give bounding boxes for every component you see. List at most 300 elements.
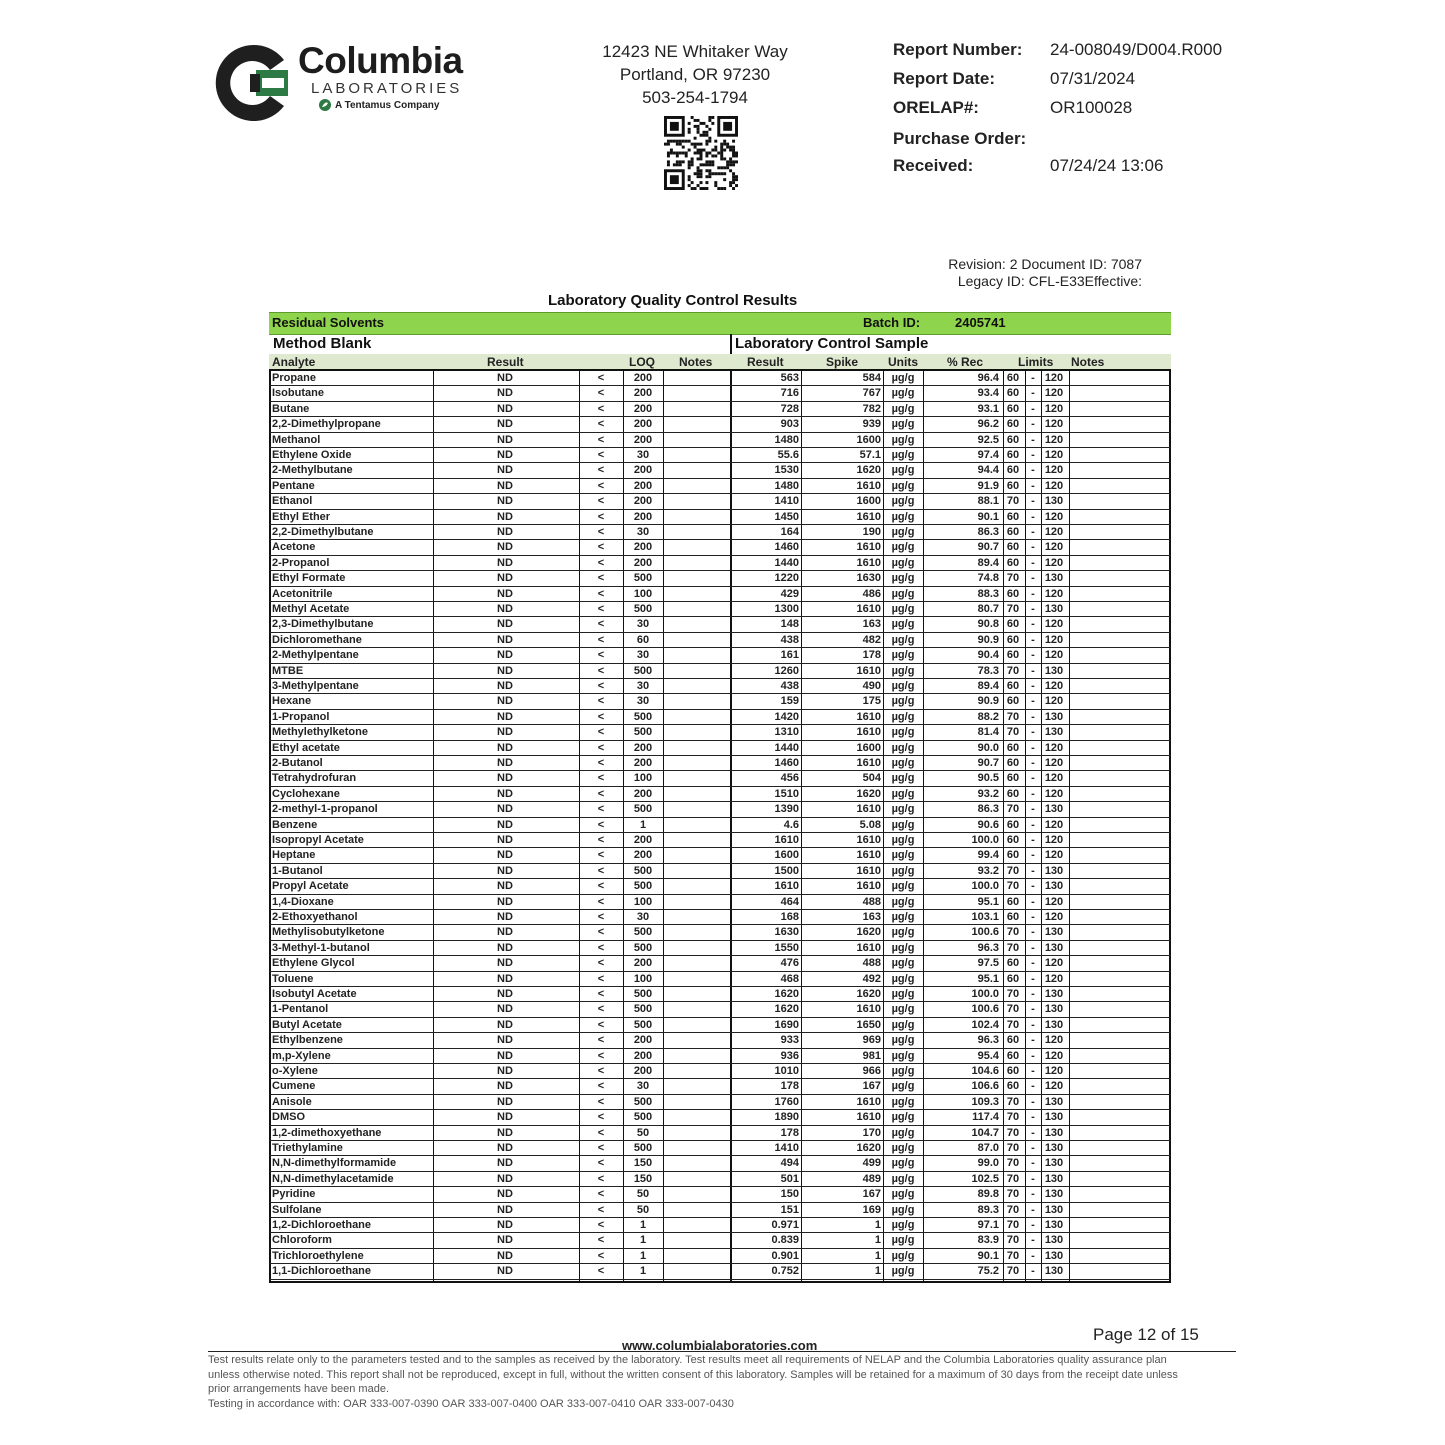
cell-percent-rec: 102.5 bbox=[971, 1172, 999, 1185]
cell-percent-rec: 93.2 bbox=[977, 787, 999, 800]
cell-mb-result: ND bbox=[497, 372, 513, 384]
cell-analyte: DMSO bbox=[272, 1111, 305, 1124]
cell-spike: 1610 bbox=[856, 710, 881, 723]
cell-lcs-result: 0.752 bbox=[771, 1265, 799, 1278]
qc-results-title: Laboratory Quality Control Results bbox=[548, 292, 798, 309]
cell-units: µg/g bbox=[891, 741, 915, 754]
cell-limit-dash: - bbox=[1031, 464, 1035, 477]
cell-limit-low: 60 bbox=[1006, 402, 1020, 415]
lab-address bbox=[560, 40, 830, 109]
cell-limit-low: 60 bbox=[1006, 433, 1020, 446]
cell-limit-dash: - bbox=[1031, 618, 1035, 631]
table-row bbox=[269, 972, 1171, 987]
cell-loq: 1 bbox=[639, 1249, 647, 1262]
cell-mb-result: ND bbox=[497, 710, 513, 723]
cell-limit-high: 120 bbox=[1044, 695, 1064, 708]
cell-spike: 488 bbox=[862, 957, 881, 970]
cell-lcs-result: 468 bbox=[780, 972, 799, 985]
cell-lt-sign: < bbox=[597, 1203, 605, 1216]
cell-limit-high: 130 bbox=[1044, 1111, 1064, 1124]
cell-lt-sign: < bbox=[597, 911, 605, 923]
cell-limit-dash: - bbox=[1031, 741, 1035, 754]
col-lcs-notes: Notes bbox=[1071, 355, 1105, 369]
cell-lcs-result: 1530 bbox=[774, 464, 799, 477]
cell-mb-result: ND bbox=[497, 926, 513, 939]
cell-mb-result: ND bbox=[497, 1049, 513, 1062]
cell-loq: 200 bbox=[633, 757, 653, 769]
cell-lt-sign: < bbox=[597, 618, 605, 631]
cell-loq: 50 bbox=[636, 1126, 650, 1139]
cell-limit-low: 60 bbox=[1006, 633, 1020, 646]
cell-units: µg/g bbox=[891, 387, 915, 400]
cell-spike: 167 bbox=[862, 1080, 881, 1093]
cell-limit-low: 60 bbox=[1006, 680, 1020, 692]
cell-percent-rec: 92.5 bbox=[977, 433, 999, 446]
table-row bbox=[269, 741, 1171, 756]
cell-analyte: 3-Methyl-1-butanol bbox=[272, 941, 370, 954]
table-row bbox=[269, 1172, 1171, 1187]
cell-lcs-result: 429 bbox=[780, 587, 799, 600]
cell-lt-sign: < bbox=[597, 880, 605, 893]
cell-percent-rec: 96.2 bbox=[977, 418, 999, 431]
table-row bbox=[269, 540, 1171, 555]
report-number-value: 24-008049/D004.R000 bbox=[1050, 40, 1223, 59]
cell-loq: 200 bbox=[633, 479, 653, 492]
cell-limit-dash: - bbox=[1031, 433, 1035, 446]
cell-mb-result: ND bbox=[497, 387, 513, 400]
table-row bbox=[269, 956, 1171, 971]
report-date-label: Report Date: bbox=[893, 69, 996, 88]
cell-lt-sign: < bbox=[597, 1034, 605, 1047]
cell-spike: 1610 bbox=[856, 880, 881, 893]
website-link[interactable]: www.columbialaboratories.com bbox=[622, 1338, 818, 1353]
cell-lcs-result: 933 bbox=[780, 1034, 799, 1047]
cell-percent-rec: 88.3 bbox=[977, 587, 999, 600]
cell-loq: 200 bbox=[633, 464, 653, 477]
cell-mb-result: ND bbox=[497, 541, 513, 554]
cell-limit-high: 120 bbox=[1044, 526, 1064, 538]
cell-analyte: 2,3-Dimethylbutane bbox=[272, 618, 374, 631]
table-row bbox=[269, 1079, 1171, 1094]
cell-lt-sign: < bbox=[597, 972, 605, 985]
cell-spike: 482 bbox=[862, 633, 881, 646]
cell-analyte: Cumene bbox=[272, 1080, 316, 1093]
cell-lt-sign: < bbox=[597, 1065, 605, 1077]
cell-spike: 57.1 bbox=[859, 449, 881, 461]
cell-limit-dash: - bbox=[1031, 1249, 1035, 1262]
cell-spike: 1 bbox=[874, 1234, 881, 1247]
cell-units: µg/g bbox=[891, 695, 915, 708]
cell-lt-sign: < bbox=[597, 710, 605, 723]
cell-limit-high: 130 bbox=[1044, 1003, 1064, 1016]
cell-limit-low: 70 bbox=[1006, 926, 1020, 939]
cell-spike: 486 bbox=[862, 587, 881, 600]
cell-limit-dash: - bbox=[1031, 1126, 1035, 1139]
cell-mb-result: ND bbox=[497, 772, 513, 785]
cell-units: µg/g bbox=[891, 618, 915, 631]
cell-lcs-result: 1600 bbox=[774, 849, 799, 862]
cell-limit-high: 120 bbox=[1044, 911, 1064, 923]
cell-units: µg/g bbox=[891, 710, 915, 723]
table-row bbox=[269, 587, 1171, 602]
cell-limit-low: 60 bbox=[1006, 1049, 1020, 1062]
cell-analyte: Ethanol bbox=[272, 495, 313, 508]
cell-loq: 200 bbox=[633, 787, 653, 800]
cell-analyte: Benzene bbox=[272, 818, 318, 831]
cell-units: µg/g bbox=[891, 895, 915, 908]
cell-limit-low: 70 bbox=[1006, 664, 1020, 677]
cell-limit-dash: - bbox=[1031, 710, 1035, 723]
cell-loq: 200 bbox=[633, 510, 653, 523]
cell-limit-high: 120 bbox=[1044, 972, 1064, 985]
cell-percent-rec: 94.4 bbox=[977, 464, 999, 477]
cell-mb-result: ND bbox=[497, 741, 513, 754]
cell-loq: 150 bbox=[633, 1172, 653, 1185]
cell-analyte: MTBE bbox=[272, 664, 304, 677]
cell-analyte: Ethylene Oxide bbox=[272, 449, 352, 461]
cell-mb-result: ND bbox=[497, 941, 513, 954]
col-result: Result bbox=[487, 355, 524, 369]
cell-loq: 200 bbox=[633, 418, 653, 431]
cell-lt-sign: < bbox=[597, 1249, 605, 1262]
cell-lt-sign: < bbox=[597, 1219, 605, 1231]
cell-lt-sign: < bbox=[597, 1265, 605, 1278]
cell-limit-dash: - bbox=[1031, 1234, 1035, 1247]
cell-mb-result: ND bbox=[497, 633, 513, 646]
table-row bbox=[269, 1126, 1171, 1141]
report-date-value: 07/31/2024 bbox=[1050, 69, 1136, 88]
cell-lt-sign: < bbox=[597, 680, 605, 692]
cell-lt-sign: < bbox=[597, 757, 605, 769]
cell-mb-result: ND bbox=[497, 1172, 513, 1185]
cell-spike: 190 bbox=[862, 526, 881, 538]
cell-analyte: Pyridine bbox=[272, 1188, 316, 1201]
col-analyte: Analyte bbox=[272, 355, 316, 369]
cell-spike: 1620 bbox=[856, 926, 881, 939]
cell-limit-low: 60 bbox=[1006, 510, 1020, 523]
cell-mb-result: ND bbox=[497, 1095, 513, 1108]
cell-limit-low: 70 bbox=[1006, 941, 1020, 954]
cell-percent-rec: 91.9 bbox=[977, 479, 999, 492]
cell-percent-rec: 88.2 bbox=[977, 710, 999, 723]
cell-limit-dash: - bbox=[1031, 649, 1035, 662]
address-city: Portland, OR 97230 bbox=[619, 65, 771, 84]
table-row bbox=[269, 617, 1171, 632]
cell-limit-low: 60 bbox=[1006, 649, 1020, 662]
table-row bbox=[269, 510, 1171, 525]
cell-loq: 500 bbox=[633, 572, 653, 585]
cell-limit-low: 60 bbox=[1006, 957, 1020, 970]
cell-limit-dash: - bbox=[1031, 587, 1035, 600]
cell-units: µg/g bbox=[891, 880, 915, 893]
cell-units: µg/g bbox=[891, 587, 915, 600]
cell-spike: 490 bbox=[862, 680, 881, 692]
cell-limit-dash: - bbox=[1031, 1003, 1035, 1016]
cell-limit-high: 120 bbox=[1044, 387, 1064, 400]
cell-lcs-result: 1300 bbox=[774, 603, 799, 615]
cell-mb-result: ND bbox=[497, 680, 513, 692]
revision-info bbox=[880, 256, 1142, 290]
cell-spike: 782 bbox=[862, 402, 881, 415]
cell-lcs-result: 1620 bbox=[774, 988, 799, 1000]
cell-analyte: 1,4-Dioxane bbox=[272, 895, 334, 908]
cell-units: µg/g bbox=[891, 649, 915, 662]
cell-units: µg/g bbox=[891, 541, 915, 554]
cell-limit-high: 120 bbox=[1044, 587, 1064, 600]
cell-lcs-result: 148 bbox=[780, 618, 799, 631]
cell-percent-rec: 100.6 bbox=[971, 926, 999, 939]
cell-lcs-result: 0.839 bbox=[771, 1234, 799, 1247]
cell-limit-high: 120 bbox=[1044, 1080, 1064, 1093]
cell-loq: 50 bbox=[636, 1203, 650, 1216]
cell-limit-high: 130 bbox=[1044, 572, 1064, 585]
cell-limit-high: 120 bbox=[1044, 757, 1064, 769]
cell-lcs-result: 903 bbox=[780, 418, 799, 431]
cell-limit-high: 120 bbox=[1044, 479, 1064, 492]
cell-percent-rec: 93.4 bbox=[977, 387, 999, 400]
cell-limit-dash: - bbox=[1031, 418, 1035, 431]
cell-spike: 1610 bbox=[856, 603, 881, 615]
qr-code bbox=[664, 116, 738, 195]
cell-limit-low: 70 bbox=[1006, 803, 1020, 816]
cell-limit-high: 130 bbox=[1044, 988, 1064, 1000]
cell-limit-dash: - bbox=[1031, 510, 1035, 523]
cell-units: µg/g bbox=[891, 864, 915, 877]
table-row bbox=[269, 479, 1171, 494]
purchase-order-label: Purchase Order: bbox=[893, 129, 1027, 148]
cell-loq: 30 bbox=[636, 618, 650, 631]
cell-lcs-result: 1760 bbox=[774, 1095, 799, 1108]
cell-percent-rec: 90.1 bbox=[977, 510, 999, 523]
cell-loq: 500 bbox=[633, 664, 653, 677]
cell-analyte: Pentane bbox=[272, 479, 315, 492]
cell-limit-dash: - bbox=[1031, 926, 1035, 939]
cell-units: µg/g bbox=[891, 972, 915, 985]
cell-mb-result: ND bbox=[497, 803, 513, 816]
table-row bbox=[269, 1095, 1171, 1110]
cell-limit-dash: - bbox=[1031, 495, 1035, 508]
cell-units: µg/g bbox=[891, 957, 915, 970]
cell-lcs-result: 1220 bbox=[774, 572, 799, 585]
cell-limit-low: 70 bbox=[1006, 880, 1020, 893]
cell-limit-dash: - bbox=[1031, 1095, 1035, 1108]
cell-loq: 30 bbox=[636, 449, 650, 461]
columbia-logo-icon bbox=[210, 40, 296, 126]
cell-limit-low: 60 bbox=[1006, 387, 1020, 400]
cell-limit-low: 60 bbox=[1006, 618, 1020, 631]
cell-lt-sign: < bbox=[597, 1095, 605, 1108]
cell-mb-result: ND bbox=[497, 1003, 513, 1016]
cell-percent-rec: 88.1 bbox=[977, 495, 999, 508]
cell-lt-sign: < bbox=[597, 479, 605, 492]
cell-limit-high: 130 bbox=[1044, 803, 1064, 816]
cell-mb-result: ND bbox=[497, 757, 513, 769]
cell-units: µg/g bbox=[891, 680, 915, 692]
cell-lt-sign: < bbox=[597, 664, 605, 677]
cell-analyte: Anisole bbox=[272, 1095, 312, 1108]
cell-lcs-result: 501 bbox=[780, 1172, 799, 1185]
cell-mb-result: ND bbox=[497, 695, 513, 708]
cell-units: µg/g bbox=[891, 433, 915, 446]
cell-limit-high: 130 bbox=[1044, 864, 1064, 877]
cell-loq: 30 bbox=[636, 695, 650, 708]
cell-mb-result: ND bbox=[497, 495, 513, 508]
cell-units: µg/g bbox=[891, 818, 915, 831]
cell-lt-sign: < bbox=[597, 633, 605, 646]
cell-limit-low: 70 bbox=[1006, 1126, 1020, 1139]
cell-mb-result: ND bbox=[497, 418, 513, 431]
cell-limit-dash: - bbox=[1031, 834, 1035, 846]
cell-limit-high: 120 bbox=[1044, 849, 1064, 862]
cell-analyte: Acetone bbox=[272, 541, 316, 554]
cell-analyte: Triethylamine bbox=[272, 1142, 343, 1154]
cell-limit-high: 130 bbox=[1044, 664, 1064, 677]
cell-loq: 200 bbox=[633, 741, 653, 754]
cell-loq: 500 bbox=[633, 926, 653, 939]
cell-limit-low: 60 bbox=[1006, 587, 1020, 600]
table-row bbox=[269, 556, 1171, 571]
cell-units: µg/g bbox=[891, 510, 915, 523]
cell-limit-high: 130 bbox=[1044, 1234, 1064, 1247]
cell-lcs-result: 464 bbox=[780, 895, 799, 908]
cell-units: µg/g bbox=[891, 1142, 915, 1154]
cell-limit-high: 130 bbox=[1044, 1203, 1064, 1216]
cell-lcs-result: 438 bbox=[780, 633, 799, 646]
cell-analyte: o-Xylene bbox=[272, 1065, 318, 1077]
cell-analyte: Butane bbox=[272, 402, 310, 415]
cell-lt-sign: < bbox=[597, 1111, 605, 1124]
table-row bbox=[269, 864, 1171, 879]
cell-limit-low: 60 bbox=[1006, 556, 1020, 569]
cell-lcs-result: 1610 bbox=[774, 834, 799, 846]
cell-limit-low: 60 bbox=[1006, 834, 1020, 846]
table-row bbox=[269, 371, 1171, 386]
cell-spike: 1 bbox=[874, 1249, 881, 1262]
cell-percent-rec: 87.0 bbox=[977, 1142, 999, 1154]
cell-limit-low: 60 bbox=[1006, 818, 1020, 831]
cell-units: µg/g bbox=[891, 1018, 915, 1031]
cell-units: µg/g bbox=[891, 1111, 915, 1124]
cell-mb-result: ND bbox=[497, 402, 513, 415]
disclaimer-line: Testing in accordance with: OAR 333-007-0390 OAR 333-007-0400 OAR 333-007-0410 OAR 333-007-0430 bbox=[208, 1397, 734, 1410]
cell-limit-high: 130 bbox=[1044, 926, 1064, 939]
cell-percent-rec: 90.7 bbox=[977, 757, 999, 769]
cell-spike: 1610 bbox=[856, 541, 881, 554]
cell-limit-low: 60 bbox=[1006, 741, 1020, 754]
cell-limit-low: 70 bbox=[1006, 1095, 1020, 1108]
cell-analyte: Chloroform bbox=[272, 1234, 332, 1247]
cell-spike: 1610 bbox=[856, 849, 881, 862]
cell-lcs-result: 0.971 bbox=[771, 1219, 799, 1231]
cell-spike: 169 bbox=[862, 1203, 881, 1216]
cell-limit-high: 120 bbox=[1044, 433, 1064, 446]
cell-lt-sign: < bbox=[597, 787, 605, 800]
cell-lcs-result: 55.6 bbox=[777, 449, 799, 461]
cell-loq: 30 bbox=[636, 680, 650, 692]
cell-limit-high: 120 bbox=[1044, 449, 1064, 461]
cell-loq: 500 bbox=[633, 941, 653, 954]
cell-mb-result: ND bbox=[497, 834, 513, 846]
cell-lcs-result: 936 bbox=[780, 1049, 799, 1062]
table-row bbox=[269, 1264, 1171, 1279]
cell-lt-sign: < bbox=[597, 402, 605, 415]
cell-percent-rec: 90.0 bbox=[977, 741, 999, 754]
cell-spike: 966 bbox=[862, 1065, 881, 1077]
cell-mb-result: ND bbox=[497, 1080, 513, 1093]
cell-units: µg/g bbox=[891, 1203, 915, 1216]
table-row bbox=[269, 818, 1171, 833]
table-row bbox=[269, 1233, 1171, 1248]
cell-units: µg/g bbox=[891, 1003, 915, 1016]
cell-percent-rec: 93.1 bbox=[977, 402, 999, 415]
cell-analyte: Ethyl Formate bbox=[272, 572, 346, 585]
cell-percent-rec: 96.3 bbox=[977, 1034, 999, 1047]
cell-limit-low: 60 bbox=[1006, 464, 1020, 477]
cell-lcs-result: 1310 bbox=[774, 726, 799, 739]
cell-lcs-result: 438 bbox=[780, 680, 799, 692]
cell-limit-low: 60 bbox=[1006, 895, 1020, 908]
cell-limit-high: 130 bbox=[1044, 1265, 1064, 1278]
cell-mb-result: ND bbox=[497, 1219, 513, 1231]
cell-limit-low: 60 bbox=[1006, 1080, 1020, 1093]
cell-lt-sign: < bbox=[597, 957, 605, 970]
cell-mb-result: ND bbox=[497, 1142, 513, 1154]
cell-lt-sign: < bbox=[597, 372, 605, 384]
cell-lt-sign: < bbox=[597, 510, 605, 523]
cell-limit-dash: - bbox=[1031, 957, 1035, 970]
cell-analyte: 1,1-Dichloroethane bbox=[272, 1265, 372, 1278]
cell-limit-low: 60 bbox=[1006, 372, 1020, 384]
table-row bbox=[269, 1156, 1171, 1171]
cell-limit-dash: - bbox=[1031, 757, 1035, 769]
cell-loq: 60 bbox=[636, 633, 650, 646]
cell-analyte: 1,2-Dichloroethane bbox=[272, 1219, 372, 1231]
cell-spike: 767 bbox=[862, 387, 881, 400]
cell-units: µg/g bbox=[891, 726, 915, 739]
cell-analyte: Sulfolane bbox=[272, 1203, 322, 1216]
cell-mb-result: ND bbox=[497, 818, 513, 831]
cell-lt-sign: < bbox=[597, 495, 605, 508]
cell-spike: 584 bbox=[862, 372, 881, 384]
cell-loq: 200 bbox=[633, 1065, 653, 1077]
cell-spike: 504 bbox=[862, 772, 881, 785]
cell-lt-sign: < bbox=[597, 1018, 605, 1031]
cell-lcs-result: 716 bbox=[780, 387, 799, 400]
cell-limit-dash: - bbox=[1031, 526, 1035, 538]
cell-lcs-result: 164 bbox=[780, 526, 799, 538]
cell-loq: 500 bbox=[633, 880, 653, 893]
cell-loq: 200 bbox=[633, 433, 653, 446]
cell-analyte: Methyl Acetate bbox=[272, 603, 350, 615]
cell-percent-rec: 96.4 bbox=[977, 372, 999, 384]
cell-limit-dash: - bbox=[1031, 726, 1035, 739]
cell-mb-result: ND bbox=[497, 880, 513, 893]
qc-table bbox=[269, 312, 1171, 1284]
cell-mb-result: ND bbox=[497, 988, 513, 1000]
table-row bbox=[269, 648, 1171, 663]
cell-limit-high: 130 bbox=[1044, 1188, 1064, 1201]
cell-analyte: 2-methyl-1-propanol bbox=[272, 803, 378, 816]
cell-percent-rec: 106.6 bbox=[971, 1080, 999, 1093]
cell-limit-dash: - bbox=[1031, 372, 1035, 384]
cell-units: µg/g bbox=[891, 834, 915, 846]
cell-percent-rec: 86.3 bbox=[977, 526, 999, 538]
cell-lt-sign: < bbox=[597, 695, 605, 708]
cell-limit-dash: - bbox=[1031, 1142, 1035, 1154]
cell-lt-sign: < bbox=[597, 433, 605, 446]
cell-limit-dash: - bbox=[1031, 911, 1035, 923]
cell-limit-high: 120 bbox=[1044, 618, 1064, 631]
